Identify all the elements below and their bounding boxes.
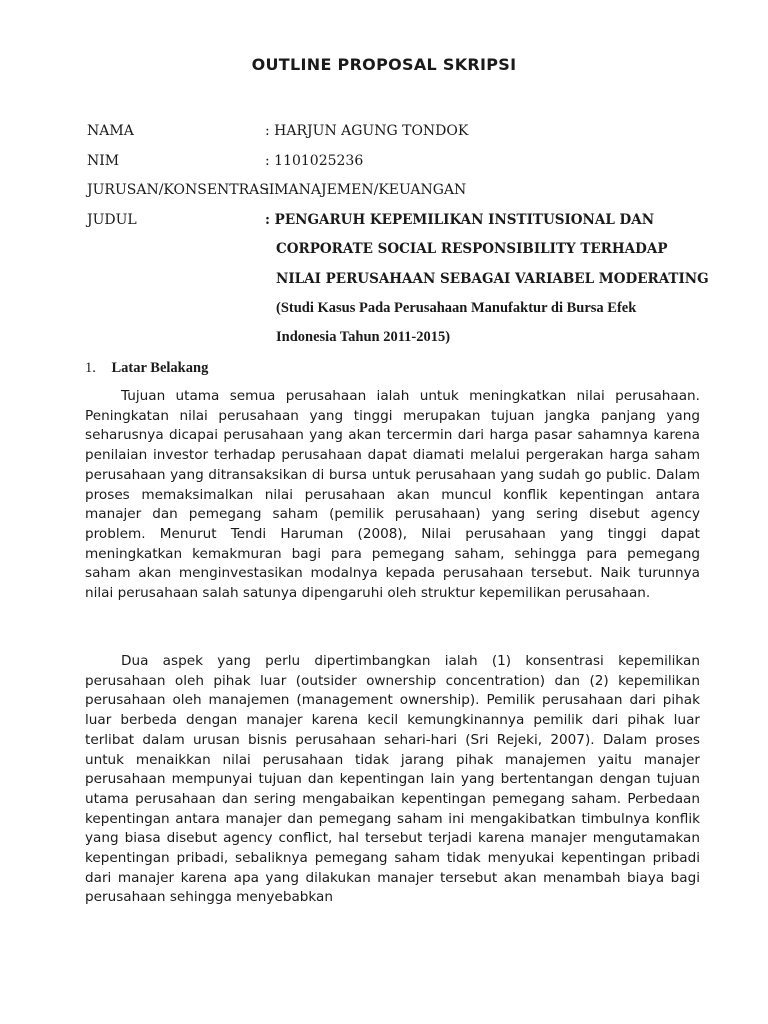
section-title: Latar Belakang xyxy=(111,360,209,376)
section-heading xyxy=(85,358,208,378)
page-title: OUTLINE PROPOSAL SKRIPSI xyxy=(251,55,517,74)
meta-label: JUDUL xyxy=(87,212,137,228)
meta-value: : MANAJEMEN/KEUANGAN xyxy=(265,182,467,198)
body-paragraph: Tujuan utama semua perusahaan ialah untuk meningkatkan nilai perusahaan. Peningkatan nilai perusahaan yang tinggi merupakan tujuan jangka panjang yang seharusnya dicapai perusahaan yang akan tercermin dari harga pasar sahamnya karena penilaian investor terhadap perusahaan dapat diamati melalui pergerakan harga saham perusahaan yang ditransaksikan di bursa untuk perusahaan yang sudah go public. Dalam proses memaksimalkan nilai perusahaan akan muncul konflik kepentingan antara manajer dan pemegang saham (pemilik perusahaan) yang sering disebut agency problem. Menurut Tendi Haruman (2008), Nilai perusahaan yang tinggi dapat meningkatkan kemakmuran bagi para pemegang saham, sehingga para pemegang saham akan menginvestasikan modalnya kepada perusahaan tersebut. Naik turunnya nilai perusahaan salah satunya dipengaruhi oleh struktur kepemilikan perusahaan. xyxy=(85,388,700,602)
meta-label: JURUSAN/KONSENTRASI xyxy=(87,182,275,198)
meta-value: : HARJUN AGUNG TONDOK xyxy=(265,123,469,139)
meta-value: : 1101025236 xyxy=(265,153,364,169)
meta-label: NIM xyxy=(87,153,120,169)
thesis-title-line: NILAI PERUSAHAAN SEBAGAI VARIABEL MODERATING xyxy=(276,271,709,287)
thesis-title-note: Indonesia Tahun 2011-2015) xyxy=(276,329,451,345)
thesis-title-note: (Studi Kasus Pada Perusahaan Manufaktur di Bursa Efek xyxy=(276,300,637,316)
meta-value: : PENGARUH KEPEMILIKAN INSTITUSIONAL DAN xyxy=(265,212,655,228)
thesis-title-line: CORPORATE SOCIAL RESPONSIBILITY TERHADAP xyxy=(276,241,668,257)
section-number: 1. xyxy=(85,360,96,376)
meta-label: NAMA xyxy=(87,123,134,139)
body-paragraph: Dua aspek yang perlu dipertimbangkan ialah (1) konsentrasi kepemilikan perusahaan oleh pihak luar (outsider ownership concentration) dan (2) kepemilikan perusahaan oleh manajemen (management ownership). Pemilik perusahaan dari pihak luar berbeda dengan manajer karena kecil kemungkinannya pemilik dari pihak luar terlibat dalam urusan bisnis perusahaan sehari-hari (Sri Rejeki, 2007). Dalam proses untuk menaikkan nilai perusahaan tidak jarang pihak manajemen yaitu manajer perusahaan mempunyai tujuan dan kepentingan lain yang bertentangan dengan tujuan utama perusahaan dan sering mengabaikan kepentingan pemegang saham. Perbedaan kepentingan antara manajer dan pemegang saham ini mengakibatkan timbulnya konflik yang biasa disebut agency conflict, hal tersebut terjadi karena manajer mengutamakan kepentingan pribadi, sebaliknya pemegang saham tidak menyukai kepentingan pribadi dari manajer karena apa yang dilakukan manajer tersebut akan menambah biaya bagi perusahaan sehingga menyebabkan xyxy=(85,653,700,906)
